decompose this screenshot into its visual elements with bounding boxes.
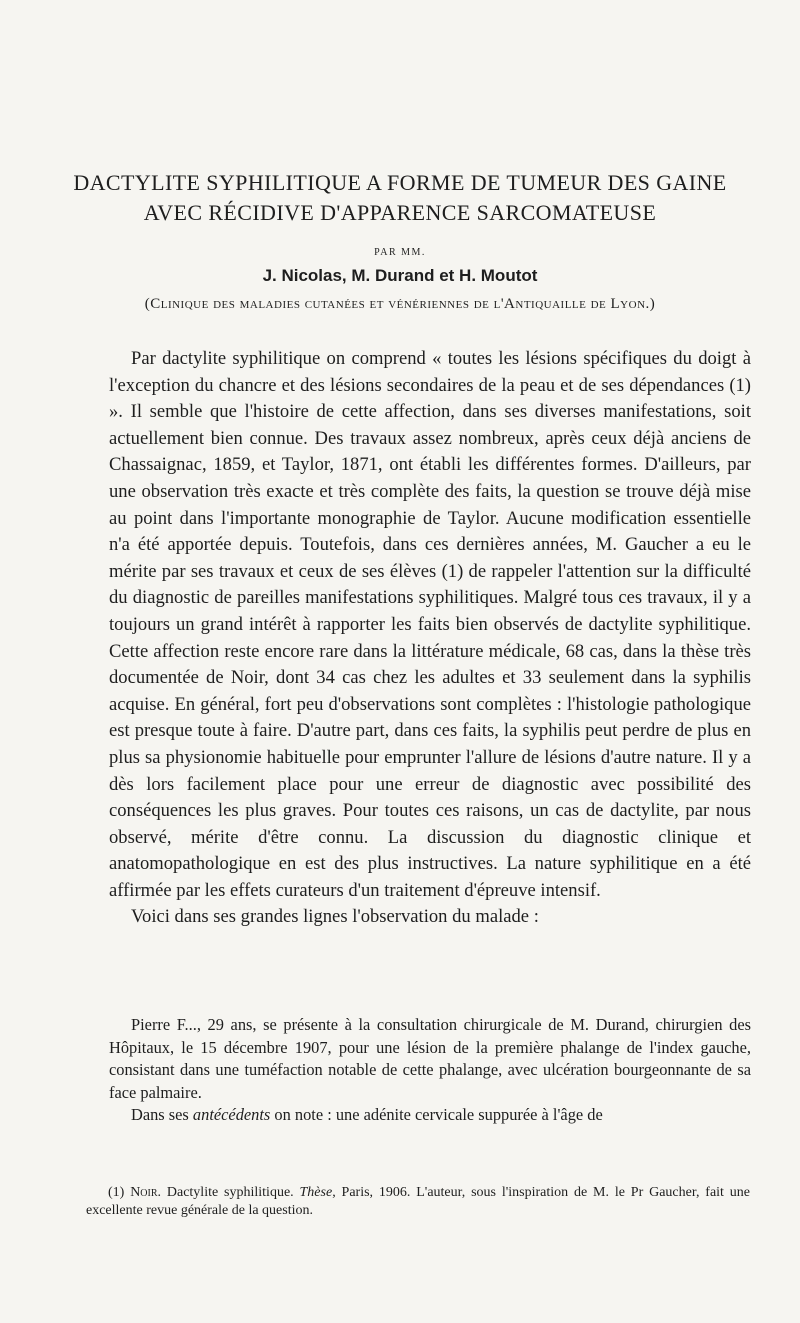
italic-term: antécédents bbox=[192, 1105, 271, 1124]
observation-paragraph bbox=[109, 1104, 751, 1127]
text-run: , Paris, 1906. L'auteur, sous l'inspiration de M. le Pr Gaucher, fait une excellente revue générale de la question. bbox=[86, 1185, 751, 1218]
observation-text bbox=[109, 1014, 751, 1127]
authors: J. Nicolas, M. Durand et H. Moutot bbox=[262, 266, 538, 285]
clinic-affiliation: (Clinique des maladies cutanées et vénériennes de l'Antiquaille de Lyon.) bbox=[144, 296, 656, 312]
text-run: Dans ses bbox=[131, 1105, 193, 1124]
italic-term: Thèse bbox=[299, 1185, 333, 1200]
article-title-line-2: AVEC RÉCIDIVE D'APPARENCE SARCOMATEUSE bbox=[143, 200, 657, 225]
text-run: (1) bbox=[108, 1185, 131, 1200]
par-mm-label: PAR MM. bbox=[374, 247, 426, 258]
footnote bbox=[86, 1184, 750, 1220]
text-run: on note : une adénite cervicale suppurée à l'âge de bbox=[270, 1105, 603, 1124]
observation-paragraph: Pierre F..., 29 ans, se présente à la consultation chirurgicale de M. Durand, chirurgien des Hôpitaux, le 15 décembre 1907, pour une lésion de la première phalange de l'index gauche, consistant dans une tuméfaction notable de cette phalange, avec ulcération bourgeonnante de sa face palmaire. bbox=[109, 1015, 751, 1102]
text-run: . Dactylite syphilitique. bbox=[157, 1185, 300, 1200]
footnote-author: Noir bbox=[130, 1185, 158, 1200]
main-text bbox=[109, 346, 751, 931]
footnote-text bbox=[86, 1184, 750, 1220]
paragraph: Par dactylite syphilitique on comprend « toutes les lésions spécifiques du doigt à l'exception du chancre et des lésions secondaires de la peau et de ses dépendances (1) ». Il semble que l'histoire de cette affection, dans ses diverses manifestations, soit actuellement bien connue. Des travaux assez nombreux, après ceux déjà anciens de Chassaignac, 1859, et Taylor, 1871, ont établi les différentes formes. D'ailleurs, par une observation très exacte et très complète des faits, la question se trouve déjà mise au point dans l'importante monographie de Taylor. Aucune modification essentielle n'a été apportée depuis. Toutefois, dans ces dernières années, M. Gaucher a eu le mérite par ses travaux et ceux de ses élèves (1) de rappeler l'attention sur la difficulté du diagnostic de pareilles manifestations syphilitiques. Malgré tous ces travaux, il y a toujours un grand intérêt à rapporter les faits bien observés de dactylite syphilitique. Cette affection reste encore rare dans la littérature médicale, 68 cas, dans la thèse très documentée de Noir, dont 34 cas chez les adultes et 33 seulement dans la syphilis acquise. En général, fort peu d'observations sont complètes : l'histologie pathologique est presque toute à faire. D'autre part, dans ces faits, la syphilis peut perdre de plus en plus sa physionomie habituelle pour emprunter l'allure de lésions d'autre nature. Il y a dès lors facilement place pour une erreur de diagnostic avec possibilité des conséquences les plus graves. Pour toutes ces raisons, un cas de dactylite, par nous observé, mérite d'être connu. La discussion du diagnostic clinique et anatomopathologique en est des plus instructives. La nature syphilitique en a été affirmée par les effets curateurs d'un traitement d'épreuve intensif. bbox=[109, 348, 751, 901]
paragraph: Voici dans ses grandes lignes l'observation du malade : bbox=[131, 906, 539, 928]
article-title-line-1: DACTYLITE SYPHILITIQUE A FORME DE TUMEUR DES GAINE bbox=[73, 170, 727, 195]
